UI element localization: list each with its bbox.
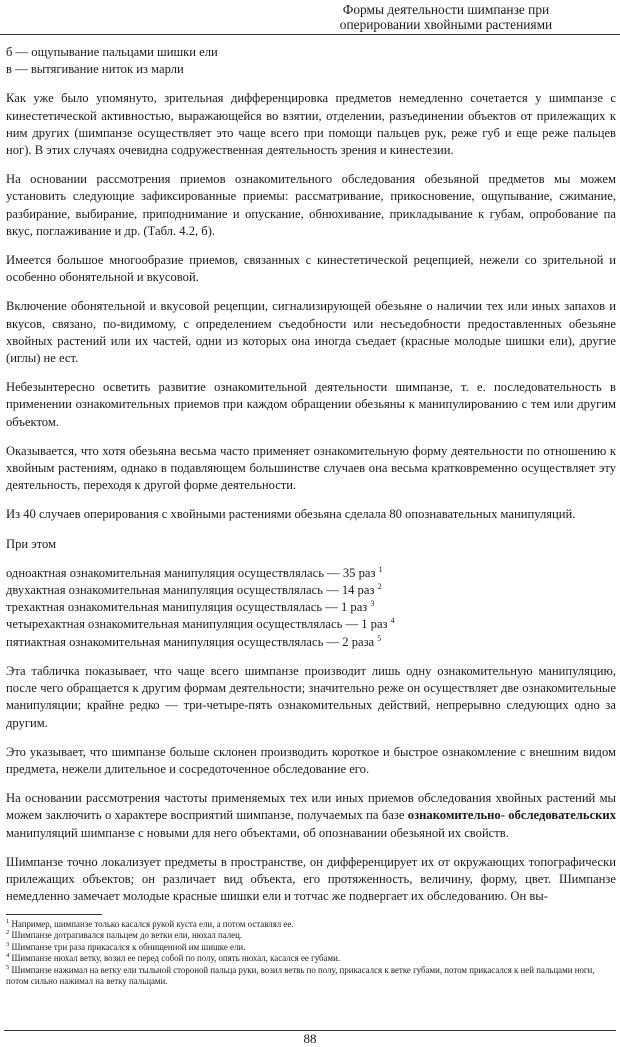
footnote-ref[interactable]: 4 — [390, 616, 395, 626]
paragraph — [6, 790, 616, 842]
footnote-text: Шимпанзе три раза прикасался к обнищенной им шишке ели. — [11, 941, 246, 952]
manipulation-row — [6, 616, 616, 633]
footnote — [6, 953, 616, 964]
manipulation-text: одноактная ознакомительная манипуляция осуществлялась — 35 раз — [6, 565, 376, 580]
header-title-line-1: Формы деятельности шимпанзе при — [342, 2, 550, 17]
paragraph: Шимпанзе точно локализует предметы в пространстве, он дифференцирует их от окружающих топографически прилежащих объектов; он различает вид объекта, его протяженность, величину, форму, цвет. Шимпанзе немедленно замечает молодые красные шишки ели и тотчас же подвергает их обследованию. Он вы- — [6, 854, 616, 904]
manipulation-text: двухактная ознакомительная манипуляция осуществлялась — 14 раз — [6, 583, 375, 598]
paragraph: Эта табличка показывает, что чаще всего шимпанзе производит лишь одну ознакомительную манипуляцию, после чего обращается к другим формам деятельности; значительно реже он осуществляет две ознакомительные манипуляции; крайне редко — три-четыре-пять ознакомительных действий, непрерывно следующих одно за другим. — [6, 663, 616, 730]
header-title-line-2: оперировании хвойными растениями — [339, 17, 553, 32]
manipulation-row — [6, 634, 616, 651]
paragraph: На основании рассмотрения приемов ознакомительного обследования обезьяной предметов мы можем установить следующие зафиксированные приемы: рассматривание, прикосновение, ощупывание, сжимание, разбирание, выбирание, приподнимание и опускание, обнюхивание, прикладывание к губам, опробование па вкус, поглаживание и др. (Табл. 4.2, б). — [6, 172, 616, 238]
list-item: б — ощупывание пальцами шишки ели — [6, 45, 218, 59]
footnote-ref[interactable]: 2 — [377, 581, 382, 591]
paragraph: При этом — [6, 536, 57, 551]
footnote — [6, 965, 616, 988]
paragraph-text: манипуляций шимпанзе с новыми для него объектами, об опознавании обезьяной их свойств. — [6, 825, 509, 840]
footnote-text: Шимпанзе нажимал на ветку ели тыльной стороной пальца руки, возил ветвь по полу, прикасался к ветке губами, потом прикасался к ней пальцами ноги, потом сильно нажимал на ветку пальцами. — [6, 964, 595, 987]
footnote — [6, 919, 616, 930]
footnote-number: 1 — [6, 918, 10, 926]
manipulation-text: пятиактная ознакомительная манипуляция осуществлялась — 2 раза — [6, 634, 375, 649]
paragraph: Из 40 случаев оперирования с хвойными растениями обезьяна сделала 80 опознавательных манипуляций. — [6, 507, 576, 522]
footnote-number: 5 — [6, 963, 10, 971]
paragraph: Небезынтересно осветить развитие ознакомительной деятельности шимпанзе, т. е. последовательность в применении ознакомительных приемов при каждом обращении обезьяны к манипулированию с тем или другим объектом. — [6, 380, 616, 429]
paragraph: Включение обонятельной и вкусовой рецепции, сигнализирующей обезьяне о наличии тех или иных запахов и вкусов, связано, по-видимому, с определением съедобности или несъедобности предоставленных обезьяне хвойных растений или их частей, одни из которых она иногда съедает (красные молодые шишки ели), другие (иглы) не ест. — [6, 299, 616, 366]
paragraph: Имеется большое многообразие приемов, связанных с кинестетической рецепцией, нежели со зрительной и особенно обонятельной и вкусовой. — [6, 253, 616, 285]
footnote-ref[interactable]: 5 — [377, 633, 382, 643]
footnotes — [6, 919, 616, 987]
body-text — [6, 44, 616, 905]
paragraph-text: На основании рассмотрения частоты применяемых тех или иных приемов обследования хвойных растений мы можем заключить о характере восприятий шимпанзе, получаемых па базе — [6, 791, 616, 823]
footnote-number: 2 — [6, 929, 10, 937]
bold-term: ознакомительно- обследовательских — [407, 808, 616, 823]
footnote-divider — [6, 914, 102, 915]
page-number: 88 — [303, 1031, 317, 1046]
paragraph: Как уже было упомянуто, зрительная дифференцировка предметов немедленно сочетается у шимпанзе с кинестетической активностью, выражающейся во взятии, отделении, разъединении объектов от прилежащих к ним других (шимпанзе осуществляет это чаще всего при помощи пальцев рук, реже губ и еще реже пальцев ног). В этих случаях очевидна содружественная деятельность зрения и кинестезии. — [6, 91, 616, 158]
footnote-text: Шимпанзе нюхал ветку, возил ее перед собой по полу, опять нюхал, касался ее губами. — [11, 953, 341, 964]
footnote-text: Например, шимпанзе только касался рукой куста ели, а потом оставлял ее. — [11, 919, 294, 929]
manipulation-row — [6, 599, 616, 616]
list-item: в — вытягивание ниток из марли — [6, 62, 184, 77]
manipulation-text: трехактная ознакомительная манипуляция осуществлялась — 1 раз — [6, 600, 368, 615]
footnote-ref[interactable]: 3 — [370, 599, 375, 609]
paragraph: Оказывается, что хотя обезьяна весьма часто применяет ознакомительную форму деятельности по отношению к хвойным растениям, однако в подавляющем большинстве случаев она весьма кратковременно осуществляет эту деятельность, переходя к другой форме деятельности. — [6, 443, 616, 493]
footnote-number: 4 — [6, 952, 10, 960]
manipulation-table — [6, 565, 616, 651]
manipulation-text: четырехактная ознакомительная манипуляция осуществлялась — 1 раз — [6, 617, 388, 632]
manipulation-row — [6, 565, 616, 582]
footnote — [6, 942, 616, 953]
paragraph: Это указывает, что шимпанзе больше склонен производить короткое и быстрое ознакомление с внешним видом предмета, нежели длительное и сосредоточенное обследование его. — [6, 744, 616, 776]
running-header — [0, 0, 620, 35]
footnote-text: Шимпанзе дотрагивался пальцем до ветки ели, нюхал палец. — [11, 930, 243, 941]
footnote-ref[interactable]: 1 — [378, 564, 383, 574]
footnote-number: 3 — [6, 940, 10, 948]
manipulation-row — [6, 582, 616, 599]
footnote — [6, 930, 616, 941]
